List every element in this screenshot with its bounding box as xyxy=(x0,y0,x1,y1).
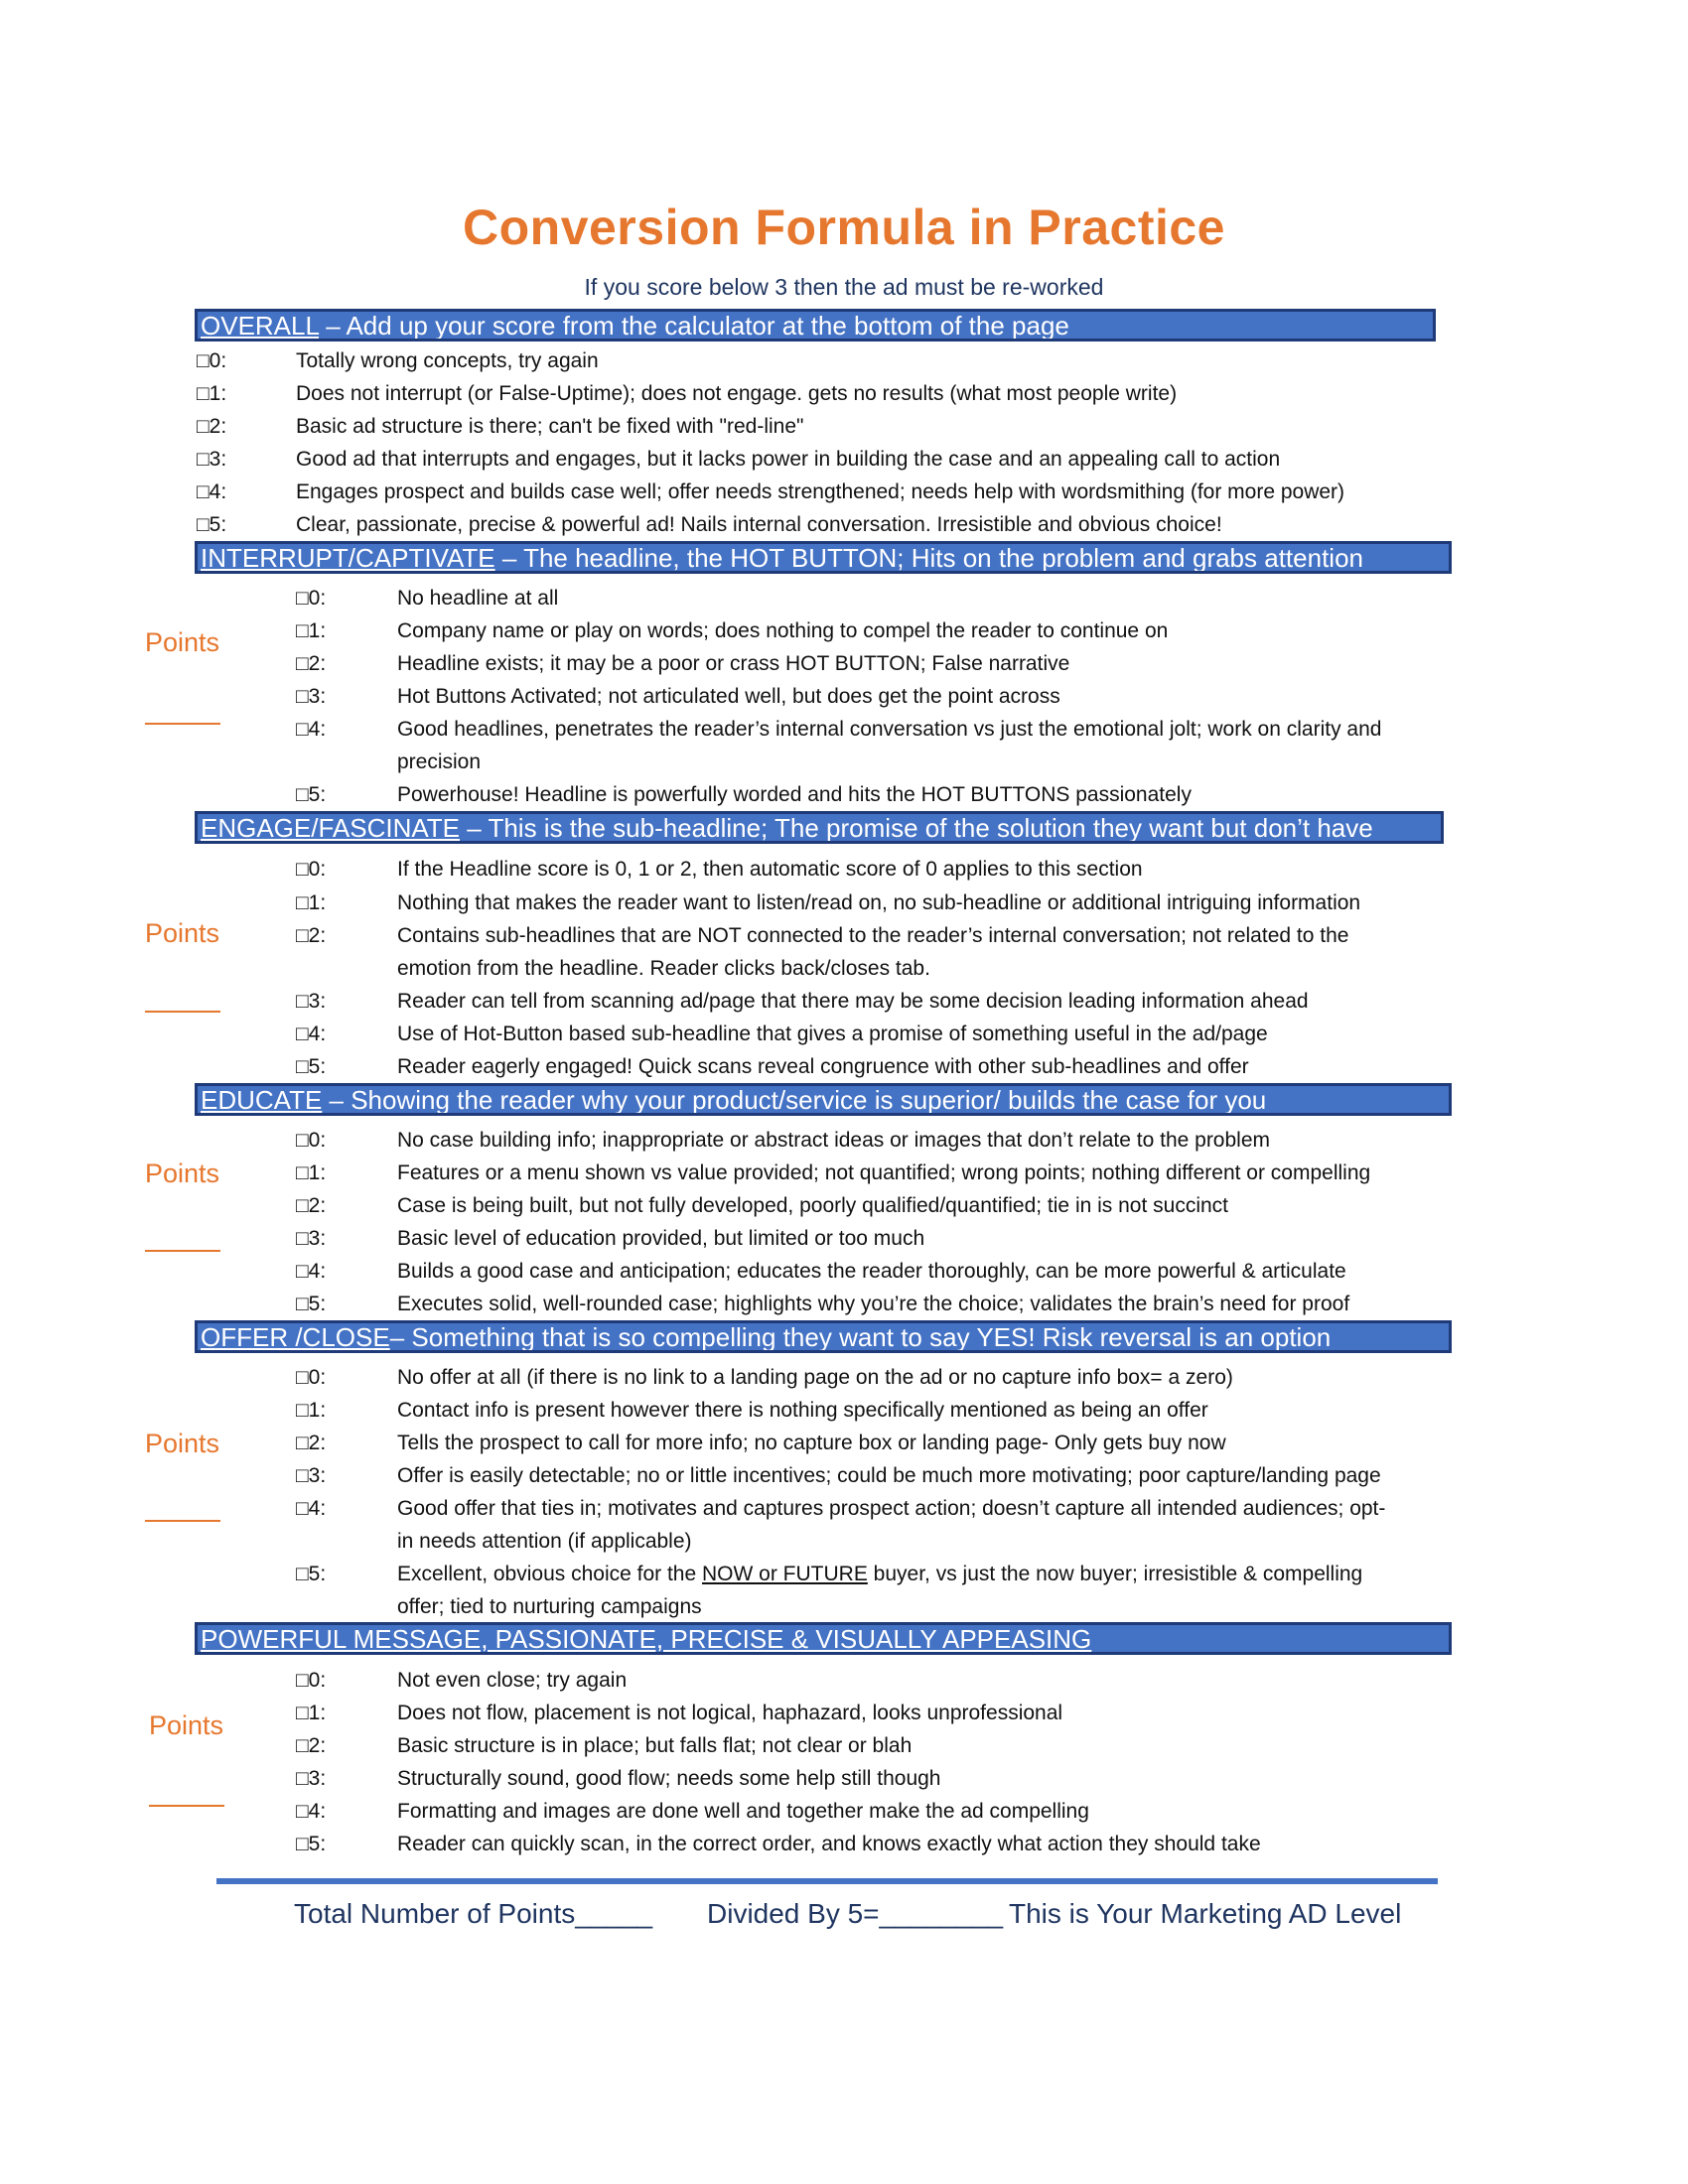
section-header-text: – This is the sub-headline; The promise of the solution they want but don’t have xyxy=(460,813,1373,843)
criterion-text: Company name or play on words; does nothing to compel the reader to continue on xyxy=(397,619,1169,642)
criterion-text: Powerhouse! Headline is powerfully worded and hits the HOT BUTTONS passionately xyxy=(397,783,1192,806)
section-header-link: ENGAGE/FASCINATE xyxy=(201,813,461,843)
checkbox-powerful-0[interactable]: □0: xyxy=(296,1669,327,1692)
divided-by-field[interactable]: Divided By 5=________ xyxy=(707,1898,1004,1929)
criterion-text: Totally wrong concepts, try again xyxy=(296,349,599,372)
checkbox-engage-0[interactable]: □0: xyxy=(296,858,327,881)
criterion-text: Does not flow, placement is not logical, haphazard, looks unprofessional xyxy=(397,1702,1063,1724)
checkbox-offer-4[interactable]: □4: xyxy=(296,1497,327,1520)
checkbox-educate-1[interactable]: □1: xyxy=(296,1161,327,1184)
criterion-text: Clear, passionate, precise & powerful ad! Nails internal conversation. Irresistible and obvious choice! xyxy=(296,513,1222,536)
checkbox-educate-3[interactable]: □3: xyxy=(296,1227,327,1250)
section-header-offer xyxy=(195,1320,1452,1353)
checkbox-educate-0[interactable]: □0: xyxy=(296,1129,327,1152)
page-subtitle: If you score below 3 then the ad must be re-worked xyxy=(584,274,1104,300)
checkbox-offer-2[interactable]: □2: xyxy=(296,1432,327,1454)
criterion-text: Contains sub-headlines that are NOT connected to the reader’s internal conversation; not related to the xyxy=(397,924,1349,947)
section-header-link: OVERALL xyxy=(201,311,319,341)
checkbox-interrupt-3[interactable]: □3: xyxy=(296,685,327,708)
section-header-engage xyxy=(195,811,1444,844)
checkbox-engage-1[interactable]: □1: xyxy=(296,891,327,914)
criterion-text: No headline at all xyxy=(397,587,559,610)
criterion-text: Good offer that ties in; motivates and captures prospect action; doesn’t capture all intended audiences; opt- xyxy=(397,1497,1386,1520)
criterion-text: Contact info is present however there is nothing specifically mentioned as being an offer xyxy=(397,1399,1208,1422)
checkbox-powerful-2[interactable]: □2: xyxy=(296,1734,327,1757)
section-header-overall xyxy=(195,309,1436,341)
checkbox-offer-3[interactable]: □3: xyxy=(296,1464,327,1487)
section-header-powerful xyxy=(195,1622,1452,1655)
criterion-text: Offer is easily detectable; no or little incentives; could be much more motivating; poor capture/landing page xyxy=(397,1464,1381,1487)
criterion-text: Use of Hot-Button based sub-headline that gives a promise of something useful in the ad/page xyxy=(397,1023,1268,1045)
criterion-text: Executes solid, well-rounded case; highlights why you’re the choice; validates the brain’s need for proof xyxy=(397,1293,1350,1315)
criterion-text-cont: in needs attention (if applicable) xyxy=(397,1530,692,1553)
checkbox-engage-5[interactable]: □5: xyxy=(296,1055,327,1078)
ad-level-label: This is Your Marketing AD Level xyxy=(1009,1898,1402,1929)
section-header-link: EDUCATE xyxy=(201,1085,323,1115)
criterion-text: Nothing that makes the reader want to listen/read on, no sub-headline or additional intriguing information xyxy=(397,891,1361,914)
criterion-text: Not even close; try again xyxy=(397,1669,628,1692)
checkbox-powerful-3[interactable]: □3: xyxy=(296,1767,327,1790)
checkbox-powerful-4[interactable]: □4: xyxy=(296,1800,327,1823)
criterion-text: Reader can tell from scanning ad/page that there may be some decision leading information ahead xyxy=(397,990,1309,1013)
criterion-text: No offer at all (if there is no link to a landing page on the ad or no capture info box= a zero) xyxy=(397,1366,1233,1389)
checkbox-overall-0[interactable]: □0: xyxy=(197,349,227,372)
criterion-text: Basic ad structure is there; can't be fixed with "red-line" xyxy=(296,415,804,438)
section-header-link: OFFER /CLOSE xyxy=(201,1322,390,1352)
criterion-text: Good headlines, penetrates the reader’s internal conversation vs just the emotional jolt; work on clarity and xyxy=(397,718,1382,741)
criterion-text: Structurally sound, good flow; needs some help still though xyxy=(397,1767,941,1790)
checkbox-offer-5[interactable]: □5: xyxy=(296,1563,327,1585)
points-blank[interactable] xyxy=(145,1250,220,1252)
checkbox-engage-3[interactable]: □3: xyxy=(296,990,327,1013)
checkbox-interrupt-1[interactable]: □1: xyxy=(296,619,327,642)
points-blank[interactable] xyxy=(145,1520,220,1522)
criterion-text-post: buyer, vs just the now buyer; irresistible & compelling xyxy=(867,1563,1363,1585)
points-label: Points xyxy=(145,1429,220,1458)
criterion-text: Headline exists; it may be a poor or crass HOT BUTTON; False narrative xyxy=(397,652,1070,675)
section-header-interrupt xyxy=(195,541,1452,574)
criterion-text: Basic structure is in place; but falls flat; not clear or blah xyxy=(397,1734,913,1757)
checkbox-overall-3[interactable]: □3: xyxy=(197,448,227,471)
total-points-field[interactable]: Total Number of Points_____ xyxy=(294,1898,653,1929)
footer-divider xyxy=(216,1878,1438,1884)
criterion-text: Hot Buttons Activated; not articulated well, but does get the point across xyxy=(397,685,1060,708)
section-header-text: – Something that is so compelling they want to say YES! Risk reversal is an option xyxy=(389,1322,1332,1352)
now-or-future-link: NOW or FUTURE xyxy=(702,1563,868,1585)
criterion-text: Formatting and images are done well and together make the ad compelling xyxy=(397,1800,1089,1823)
criterion-text: Features or a menu shown vs value provided; not quantified; wrong points; nothing different or compelling xyxy=(397,1161,1371,1184)
points-blank[interactable] xyxy=(145,1011,220,1013)
section-header-link: INTERRUPT/CAPTIVATE xyxy=(201,543,495,573)
checkbox-engage-4[interactable]: □4: xyxy=(296,1023,327,1045)
section-header-text: – Showing the reader why your product/service is superior/ builds the case for you xyxy=(322,1085,1267,1115)
checkbox-interrupt-0[interactable]: □0: xyxy=(296,587,327,610)
criterion-text: Reader eagerly engaged! Quick scans reveal congruence with other sub-headlines and offer xyxy=(397,1055,1249,1078)
section-header-educate xyxy=(195,1083,1452,1116)
points-label: Points xyxy=(145,627,220,657)
criterion-text: If the Headline score is 0, 1 or 2, then automatic score of 0 applies to this section xyxy=(397,858,1143,881)
criterion-text: No case building info; inappropriate or abstract ideas or images that don’t relate to the problem xyxy=(397,1129,1271,1152)
checkbox-interrupt-5[interactable]: □5: xyxy=(296,783,327,806)
checkbox-offer-1[interactable]: □1: xyxy=(296,1399,327,1422)
criterion-text-cont: emotion from the headline. Reader clicks back/closes tab. xyxy=(397,957,930,980)
checkbox-engage-2[interactable]: □2: xyxy=(296,924,327,947)
criterion-text: Good ad that interrupts and engages, but it lacks power in building the case and an appealing call to action xyxy=(296,448,1281,471)
criterion-text: Builds a good case and anticipation; educates the reader thoroughly, can be more powerful & articulate xyxy=(397,1260,1346,1283)
points-label: Points xyxy=(145,1159,220,1188)
criterion-text-pre: Excellent, obvious choice for the xyxy=(397,1563,703,1585)
checkbox-educate-4[interactable]: □4: xyxy=(296,1260,327,1283)
checkbox-powerful-5[interactable]: □5: xyxy=(296,1833,327,1855)
criterion-text: Engages prospect and builds case well; offer needs strengthened; needs help with wordsmithing (for more power) xyxy=(296,480,1345,503)
section-header-text: – Add up your score from the calculator at the bottom of the page xyxy=(318,311,1069,341)
criterion-text xyxy=(397,1563,1362,1586)
section-header-text: – The headline, the HOT BUTTON; Hits on the problem and grabs attention xyxy=(494,543,1363,573)
checkbox-interrupt-2[interactable]: □2: xyxy=(296,652,327,675)
checkbox-interrupt-4[interactable]: □4: xyxy=(296,718,327,741)
points-blank[interactable] xyxy=(149,1805,224,1807)
criterion-text: Reader can quickly scan, in the correct order, and knows exactly what action they should take xyxy=(397,1833,1261,1855)
criterion-text: Case is being built, but not fully developed, poorly qualified/quantified; tie in is not succinct xyxy=(397,1194,1229,1217)
checkbox-overall-1[interactable]: □1: xyxy=(197,382,227,405)
page-title: Conversion Formula in Practice xyxy=(463,200,1225,255)
criterion-text: Tells the prospect to call for more info; no capture box or landing page- Only gets buy now xyxy=(397,1432,1226,1454)
section-header-link: POWERFUL MESSAGE, PASSIONATE, PRECISE & VISUALLY APPEASING xyxy=(201,1624,1092,1654)
criterion-text-cont: offer; tied to nurturing campaigns xyxy=(397,1595,702,1618)
points-blank[interactable] xyxy=(145,723,220,725)
criterion-text: Basic level of education provided, but limited or too much xyxy=(397,1227,925,1250)
points-label: Points xyxy=(149,1710,224,1740)
checkbox-educate-2[interactable]: □2: xyxy=(296,1194,327,1217)
criterion-text: Does not interrupt (or False-Uptime); does not engage. gets no results (what most people write) xyxy=(296,382,1178,405)
checkbox-overall-4[interactable]: □4: xyxy=(197,480,227,503)
criterion-text-cont: precision xyxy=(397,751,482,773)
checkbox-overall-2[interactable]: □2: xyxy=(197,415,227,438)
checkbox-educate-5[interactable]: □5: xyxy=(296,1293,327,1315)
checkbox-powerful-1[interactable]: □1: xyxy=(296,1702,327,1724)
checkbox-overall-5[interactable]: □5: xyxy=(197,513,227,536)
points-label: Points xyxy=(145,918,220,948)
checkbox-offer-0[interactable]: □0: xyxy=(296,1366,327,1389)
